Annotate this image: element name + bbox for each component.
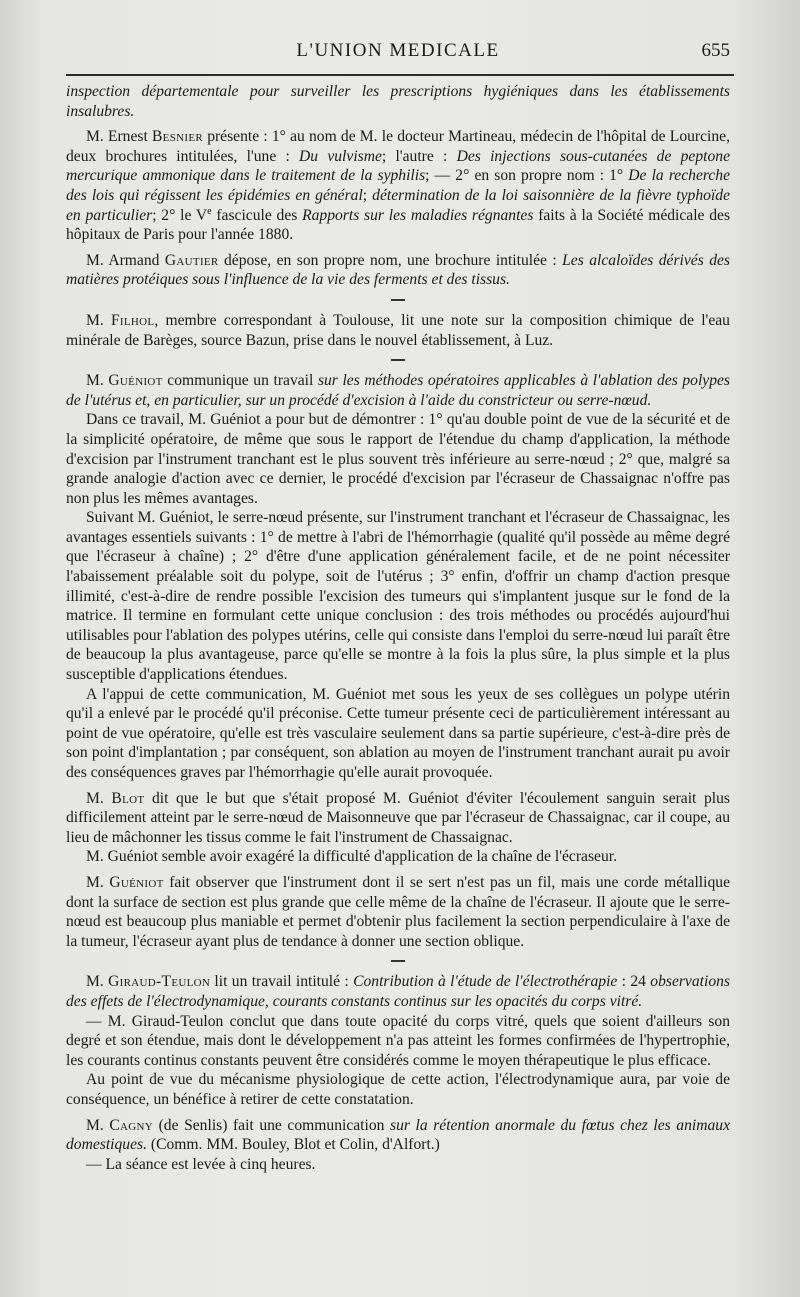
text-run: M. (86, 311, 111, 329)
text-run: dit que le but que s'était proposé M. Guéniot d'éviter l'écoulement sanguin serait plus difficilement atteint par le serre-nœud de Maisonneuve que par l'écraseur de Chassaignac, car il coupe, au lieu de mâchonner les tissus comme le fait l'instrument de Chassaignac. (66, 789, 730, 846)
paragraph-blot (66, 789, 730, 848)
text-run: communique un travail (162, 372, 318, 390)
page-number: 655 (701, 40, 730, 61)
italic-text: inspection départementale pour surveiller les prescriptions hygiéniques dans les établissements insalubres. (66, 83, 730, 120)
paragraph-gueniot-travail: Dans ce travail, M. Guéniot a pour but de démontrer : 1° qu'au double point de vue de la sécurité et de la simplicité opératoire, de même que sous le rapport de l'étendue du champ d'application, la méthode d'excision par l'instrument tranchant est le plus souvent très inférieure au serre-nœud ; 2° que, malgré sa grande analogie d'action avec ce dernier, le procédé d'excision par l'écraseur de Chassaignac n'offre pas non plus les mêmes avantages. (66, 411, 730, 507)
text-run: (de Senlis) fait une communication (153, 1116, 391, 1134)
text-run: ; (362, 186, 373, 204)
title-italic: sur la rétention anormale du fœtus chez les animaux domestiques. (66, 1116, 731, 1154)
article-body (66, 82, 730, 1174)
text-run: dépose, en son propre nom, une brochure intitulée : (218, 251, 563, 269)
paragraph-besnier (66, 127, 730, 245)
paragraph-cloture: — La séance est levée à cinq heures. (86, 1155, 316, 1173)
text-run: M. (86, 973, 109, 991)
section-separator (391, 299, 405, 301)
speaker-name: Blot (111, 789, 145, 807)
text-run: M. Ernest (86, 128, 152, 146)
title-italic: observations des effets de l'électrodynamique, courants constants continus sur les opacités du corps vitré. (66, 973, 730, 1010)
text-run: M. (86, 873, 110, 891)
text-run: ; l'autre : (381, 147, 457, 165)
title-italic: détermination de la loi saisonnière de la fièvre typhoïde en particulier (66, 186, 730, 224)
running-header (66, 40, 730, 72)
speaker-name: Besnier (151, 128, 203, 146)
speaker-name: Guéniot (109, 873, 164, 891)
paragraph-gautier (66, 251, 730, 290)
speaker-name: Cagny (109, 1116, 154, 1134)
paragraph-mecanisme: Au point de vue du mécanisme physiologique de cette action, l'électrodynamique aura, par voie de conséquence, un bénéfice à retirer de cette constatation. (66, 1071, 730, 1108)
speaker-name: Guéniot (108, 372, 163, 390)
speaker-name: Giraud-Teulon (108, 973, 211, 991)
text-run: : 24 (617, 973, 651, 991)
paragraph-filhol (66, 311, 730, 350)
superscript: e (207, 205, 212, 217)
text-run: faits à la Société médicale des hôpitaux de Paris pour l'année 1880. (66, 206, 731, 244)
title-italic: Du vulvisme (299, 147, 382, 165)
text-run: M. (86, 1116, 110, 1134)
text-run: , membre correspondant à Toulouse, lit une note sur la composition chimique de l'eau minérale de Barèges, source Bazun, prise dans le nouvel établissement, à Luz. (66, 311, 730, 349)
paragraph-cagny (66, 1116, 730, 1155)
title-italic: Rapports sur les maladies régnantes (302, 206, 534, 224)
title-italic: Les alcaloïdes dérivés des matières protéiques sous l'influence de la vie des ferments et des tissus. (66, 251, 730, 289)
paragraph-gueniot-polype: A l'appui de cette communication, M. Guéniot met sous les yeux de ses collègues un polype utérin qu'il a enlevé par le procédé qu'il préconise. Cette tumeur présente ceci de particulièrement intéressant au point de vue opératoire, qu'elle est très vasculaire seulement dans sa partie supérieure, c'est-à-dire près de son point d'implantation ; par conséquent, son ablation au moyen de l'instrument tranchant aurait pu avoir des conséquences graves par l'hémorrhagie qu'elle aurait provoquée. (66, 685, 730, 781)
text-run: ; 2° le V (152, 206, 208, 224)
paragraph-blot-suite: M. Guéniot semble avoir exagéré la difficulté d'application de la chaîne de l'écraseur. (86, 848, 617, 866)
text-run: fascicule des (211, 206, 303, 224)
text-run: M. (86, 789, 112, 807)
header-rule (66, 74, 734, 76)
section-separator (391, 960, 405, 962)
text-run: lit un travail intitulé : (210, 973, 354, 991)
title-italic: De la recherche des lois qui régissent les épidémies en général (66, 167, 730, 204)
text-run: M. (86, 372, 109, 390)
title-italic: Des injections sous-cutanées de peptone mercurique ammonique dans le traitement de la syphilis (66, 147, 730, 185)
paragraph-inspection (66, 82, 730, 121)
paragraph-gueniot-reponse (66, 873, 730, 951)
text-run: fait observer que l'instrument dont il se sert n'est pas un fil, mais une corde métallique dont la surface de section est plus grande que celle même de la chaîne de l'écraseur. Il ajoute que le serre-nœud est beaucoup plus maniable et permet d'obtenir plus facilement la section perpendiculaire à l'axe de la tumeur, l'écraseur ayant plus de tendance à donner une section oblique. (66, 873, 730, 950)
journal-title: L'UNION MEDICALE (296, 40, 500, 61)
speaker-name: Filhol (110, 311, 155, 329)
text-run: ; — 2° en son propre nom : 1° (425, 167, 629, 185)
speaker-name: Gautier (164, 251, 219, 269)
text-run: présente : 1° au nom de M. le docteur Martineau, médecin de l'hôpital de Lourcine, deux brochures intitulées, l'une : (66, 128, 730, 165)
paragraph-giraud-teulon (66, 972, 730, 1011)
section-separator (391, 359, 405, 361)
text-run: M. Armand (86, 251, 165, 269)
text-run: (Comm. MM. Bouley, Blot et Colin, d'Alfort.) (147, 1136, 440, 1154)
title-italic: Contribution à l'étude de l'électrothérapie (353, 973, 618, 991)
paragraph-gueniot-avantages: Suivant M. Guéniot, le serre-nœud présente, sur l'instrument tranchant et l'écraseur de Chassaignac, les avantages essentiels suivants : 1° de mettre à l'abri de l'hémorrhagie (qualité qu'il possède au même degré que l'écraseur à chaîne) ; 2° d'être d'une application généralement facile, et de ne point nécessiter l'abaissement préalable soit du polype, soit de l'utérus ; 3° enfin, d'offrir un champ d'action presque illimité, c'est-à-dire de rendre possible l'excision des tumeurs qui s'implantent jusque sur le fond de la matrice. Il termine en formulant cette unique conclusion : des trois méthodes ou procédés aujourd'hui utilisables pour l'ablation des polypes utérins, celle qui consiste dans l'emploi du serre-nœud lui paraît être de beaucoup la plus avantageuse, parce qu'elle se montre à la fois la plus sûre, la plus simple et la plus susceptible d'applications étendues. (66, 509, 730, 684)
title-italic: sur les méthodes opératoires applicables à l'ablation des polypes de l'utérus et, en particulier, sur un procédé d'excision à l'aide du constricteur ou serre-nœud. (66, 372, 731, 409)
paragraph-giraud-conclusion: — M. Giraud-Teulon conclut que dans toute opacité du corps vitré, quels que soient d'ailleurs son degré et son étendue, mais dont le développement n'a pas atteint les formes confirmées de l'hypertrophie, les courants continus constants peuvent être considérés comme le moyen thérapeutique le plus efficace. (66, 1012, 730, 1069)
paragraph-gueniot-intro (66, 371, 730, 410)
